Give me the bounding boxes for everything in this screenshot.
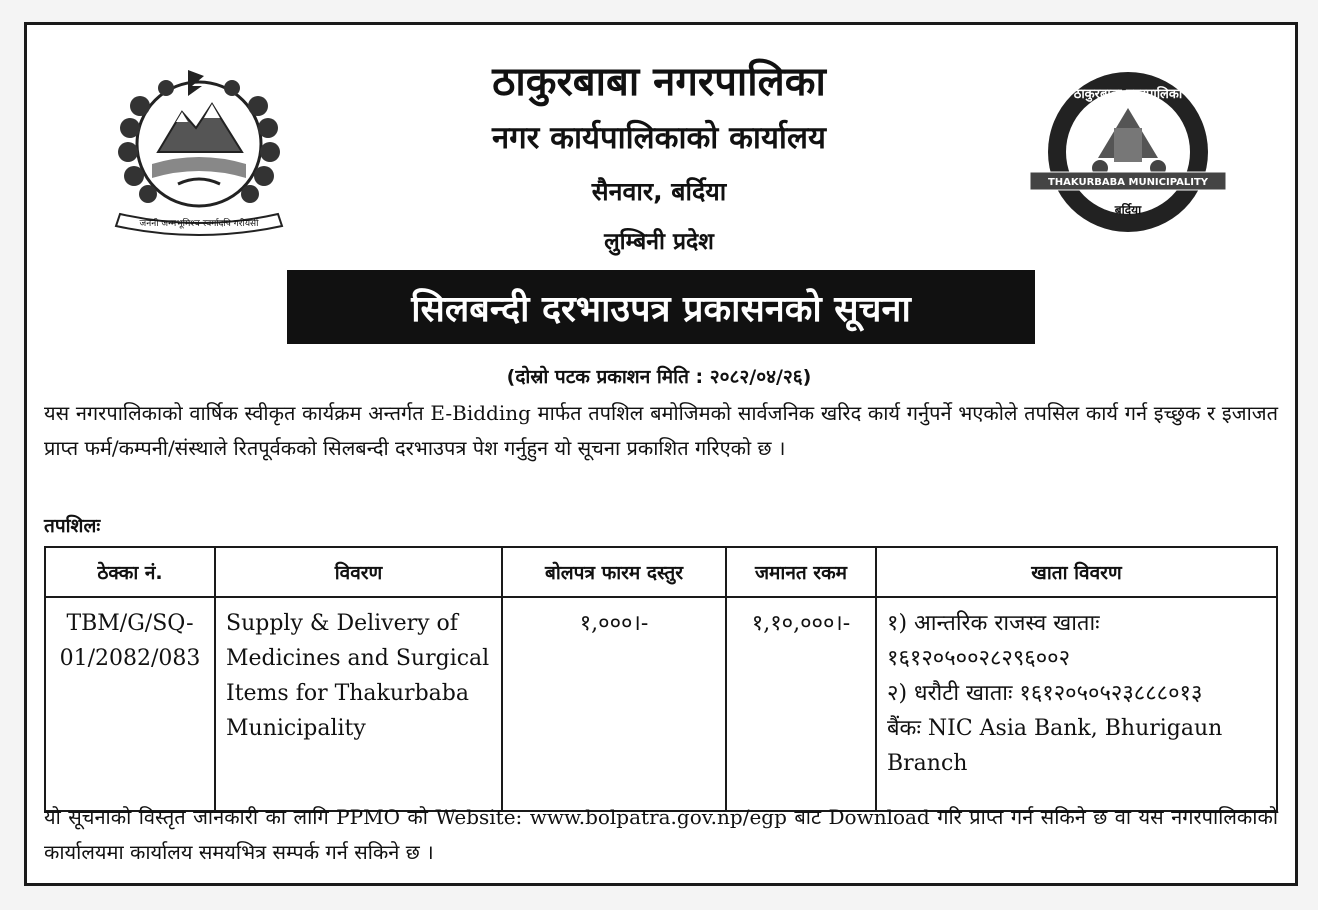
municipality-name: ठाकुरबाबा नगरपालिका — [492, 59, 826, 105]
header-contract-no: ठेक्का नं. — [45, 547, 215, 597]
office-name: नगर कार्यपालिकाको कार्यालय — [492, 120, 826, 156]
table-row — [45, 597, 1277, 811]
intro-paragraph: यस नगरपालिकाको वार्षिक स्वीकृत कार्यक्रम अन्तर्गत E-Bidding मार्फत तपशिल बमोजिमको सार्वजनिक खरिद कार्य गर्नुपर्ने भएकोले तपसिल कार्य गर्न इच्छुक र इजाजत प्राप्त फर्म/कम्पनी/संस्थाले रितपूर्वकको सिलबन्दी दरभाउपत्र पेश गर्नुहुन यो सूचना प्रकाशित गरिएको छ । — [44, 401, 1278, 460]
cell-account-details — [876, 597, 1277, 811]
seal-arc-text: ठाकुरबाबा नगरपालिका — [1073, 87, 1183, 102]
header-description: विवरण — [215, 547, 502, 597]
seal-ribbon-text: THAKURBABA MUNICIPALITY — [1047, 177, 1209, 188]
cell-security-amount: १,१०,०००।- — [726, 597, 876, 811]
seal-bottom-text: बर्दिया — [1114, 203, 1142, 217]
address: सैनवार, बर्दिया — [591, 177, 727, 206]
publication-date: (दोस्रो पटक प्रकाशन मिति : २०८२/०४/२६) — [506, 366, 812, 388]
cell-contract-no: TBM/G/SQ-01/2082/083 — [45, 597, 215, 811]
account-deposit: २) धरौटी खाताः १६१२०५०५२३८८८०१३ — [887, 681, 1203, 706]
cell-description: Supply & Delivery of Medicines and Surgical Items for Thakurbaba Municipality — [215, 597, 502, 811]
bid-schedule-table — [44, 546, 1278, 812]
notice-title: सिलबन्दी दरभाउपत्र प्रकासनको सूचना — [287, 270, 1035, 344]
emblem-motto: जननी जन्मभूमिश्च स्वर्गादपि गरीयसी — [139, 219, 259, 229]
header-form-fee: बोलपत्र फारम दस्तुर — [502, 547, 726, 597]
header-account-details: खाता विवरण — [876, 547, 1277, 597]
province: लुम्बिनी प्रदेश — [604, 229, 714, 255]
account-bank: बैंकः NIC Asia Bank, Bhurigaun Branch — [887, 716, 1223, 776]
account-internal-revenue: १) आन्तरिक राजस्व खाताः १६१२०५००२८२९६००२ — [887, 611, 1100, 671]
cell-form-fee: १,०००।- — [502, 597, 726, 811]
header-security-amount: जमानत रकम — [726, 547, 876, 597]
table-header-row — [45, 547, 1277, 597]
schedule-label: तपशिलः — [44, 515, 101, 537]
footer-paragraph: यो सूचनाको विस्तृत जानकारी का लागि PPMO को Website: www.bolpatra.gov.np/egp बाट Download गरि प्राप्त गर्न सकिने छ वा यस नगरपालिकाको कार्यालयमा कार्यालय समयभित्र सम्पर्क गर्न सकिने छ । — [44, 805, 1278, 864]
